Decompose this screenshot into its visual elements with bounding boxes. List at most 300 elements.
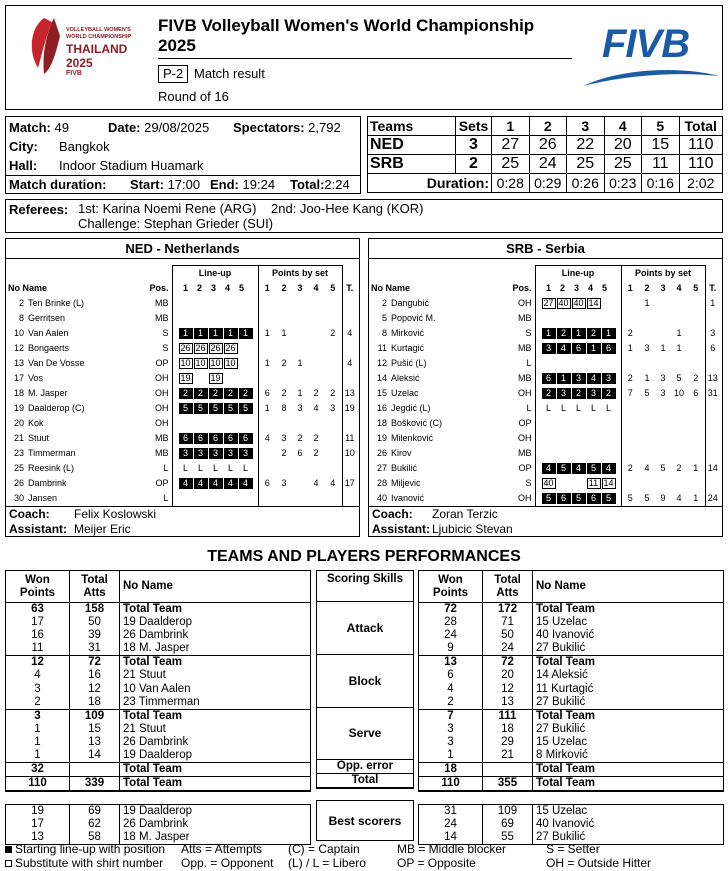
player-label: 26 Dambrink [120, 736, 311, 749]
lineup-cell: 26 [195, 342, 206, 353]
lineup-header: Line-up [535, 266, 621, 281]
won-points: 3 [6, 683, 70, 696]
player-label: 27 Bukilić [533, 723, 724, 736]
lineup-cell [602, 313, 616, 324]
points-cell [687, 416, 705, 431]
points-cell: 1 [297, 358, 303, 368]
total-atts: 158 [70, 603, 120, 617]
points-cell [687, 401, 705, 416]
score-hdr-set2: 2 [529, 117, 567, 136]
player-number: 25 [13, 463, 24, 473]
player-name: Timmerman [28, 448, 76, 458]
points-cell [687, 311, 705, 326]
col-lineup-set: 2 [196, 282, 202, 293]
lineup-cell [572, 478, 586, 489]
lineup-cell [587, 313, 601, 324]
lineup-cell: 4 [542, 463, 556, 474]
lineup-cell: 6 [239, 433, 253, 444]
lineup-cell [542, 448, 556, 459]
perf-row [6, 669, 311, 682]
lineup-cell: 27 [543, 297, 554, 308]
player-name: Bošković (C) [391, 418, 443, 428]
perf-row [6, 616, 311, 629]
total-atts: 72 [70, 656, 120, 670]
player-row [371, 446, 720, 461]
col-points-set: 1 [627, 283, 633, 293]
points-cell [258, 371, 276, 386]
player-label: 19 Daalderop [120, 749, 311, 763]
hdr-no-name: No Name [533, 571, 724, 603]
player-number: 27 [376, 463, 387, 473]
total-atts [70, 763, 120, 777]
player-label: 8 Mirković [533, 749, 724, 763]
points-cell: 1 [676, 328, 682, 338]
points-cell [655, 476, 671, 491]
score-sets: 3 [456, 136, 492, 155]
logo-line-1: VOLLEYBALL WOMEN'S [66, 27, 131, 33]
player-row [371, 356, 720, 371]
lineup-cell [239, 313, 253, 324]
lineup-cell [557, 433, 571, 444]
lineup-cell: 6 [194, 433, 208, 444]
col-pos: Pos. [512, 283, 532, 293]
points-cell: 8 [281, 403, 287, 413]
skill-serve: Serve [316, 708, 414, 761]
lineup-cell [557, 478, 571, 489]
total-atts: 29 [483, 736, 533, 749]
points-cell [308, 491, 324, 506]
points-cell [292, 341, 308, 356]
hdr-total-atts: Total Atts [483, 571, 533, 603]
legend-mb: MB = Middle blocker [397, 842, 507, 856]
legend-captain: (C) = Captain [288, 842, 360, 856]
lineup-cell: 19 [180, 372, 191, 383]
points-cell [308, 371, 324, 386]
player-label: 21 Stuut [120, 669, 311, 682]
player-name: M. Jasper [28, 388, 68, 398]
player-total: 4 [342, 326, 357, 341]
player-number: 26 [13, 478, 24, 488]
col-points-set: 5 [330, 283, 336, 293]
points-cell: 4 [644, 463, 650, 473]
player-label: 15 Uzelac [533, 805, 724, 819]
points-cell [324, 371, 342, 386]
lineup-cell [239, 493, 253, 504]
player-name: Kok [28, 418, 44, 428]
lineup-cell: 3 [587, 388, 601, 399]
skill-total: Total [316, 774, 414, 789]
points-cell [671, 416, 687, 431]
starting-square-icon [5, 846, 12, 853]
player-total: 24 [705, 491, 720, 506]
player-row [8, 386, 357, 401]
won-points: 1 [6, 749, 70, 763]
player-position: L [526, 403, 532, 413]
lineup-cell [587, 358, 601, 369]
player-number: 5 [381, 313, 387, 323]
player-name: Bukilić [391, 463, 418, 473]
title-rule [158, 58, 572, 59]
player-label: 40 Ivanović [533, 629, 724, 642]
total-atts: 15 [70, 723, 120, 736]
points-cell: 6 [693, 388, 699, 398]
col-points-set: 2 [644, 283, 650, 293]
points-cell [308, 311, 324, 326]
lineup-cell: 26 [210, 342, 221, 353]
player-label: 15 Uzelac [533, 736, 724, 749]
points-cell: 1 [627, 343, 633, 353]
lineup-cell: 14 [603, 477, 614, 488]
player-position: OH [155, 388, 169, 398]
player-number: 18 [376, 418, 387, 428]
points-cell: 3 [330, 403, 336, 413]
won-points: 4 [419, 683, 483, 696]
col-lineup-set: 3 [573, 282, 579, 293]
player-label: Total Team [533, 763, 724, 777]
lineup-cell: 2 [602, 388, 616, 399]
col-points-set: 3 [660, 283, 666, 293]
perf-row [419, 616, 724, 629]
player-label: 26 Dambrink [120, 818, 311, 831]
lineup-cell [602, 418, 616, 429]
points-cell [292, 326, 308, 341]
match-date: 29/08/2025 [144, 120, 210, 135]
points-cell [687, 476, 705, 491]
player-row [8, 401, 357, 416]
points-cell [639, 431, 655, 446]
lineup-cell: 1 [587, 343, 601, 354]
player-row [8, 296, 357, 311]
points-cell: 4 [264, 433, 270, 443]
player-number: 15 [376, 388, 387, 398]
report-type: Match result [194, 66, 265, 81]
lineup-cell [542, 358, 556, 369]
score-set: 27 [492, 136, 530, 155]
col-lineup-set: 5 [238, 282, 244, 293]
points-cell [258, 311, 276, 326]
lineup-cell [557, 418, 571, 429]
points-cell [276, 311, 292, 326]
best-scorer-row [419, 818, 724, 831]
player-row [371, 341, 720, 356]
player-label: 21 Stuut [120, 723, 311, 736]
lineup-cell: 10 [195, 357, 206, 368]
player-number: 2 [18, 298, 24, 308]
assistant-label: Assistant: [9, 522, 68, 536]
won-points: 18 [419, 763, 483, 777]
player-total: 1 [705, 296, 720, 311]
lineup-cell [239, 298, 253, 309]
col-points-set: 3 [297, 283, 303, 293]
won-points: 72 [419, 603, 483, 617]
points-cell [258, 341, 276, 356]
score-hdr-sets: Sets [456, 117, 492, 136]
player-total: 4 [342, 356, 357, 371]
lineup-cell: 2 [572, 388, 586, 399]
perf-row [6, 696, 311, 710]
points-cell [324, 416, 342, 431]
player-total: 13 [705, 371, 720, 386]
col-total: T. [342, 281, 357, 296]
lineup-cell: 1 [194, 328, 208, 339]
total-atts: 14 [70, 749, 120, 763]
total-atts: 50 [70, 616, 120, 629]
player-name: Ten Brinke (L) [28, 298, 85, 308]
team-panel-srb [368, 238, 723, 537]
total-atts: 172 [483, 603, 533, 617]
lineup-cell: L [197, 462, 203, 473]
won-points: 2 [6, 696, 70, 710]
points-cell: 3 [281, 478, 287, 488]
lineup-cell: 1 [557, 373, 571, 384]
score-hdr-set1: 1 [492, 117, 530, 136]
points-cell [292, 476, 308, 491]
total-atts: 55 [483, 831, 533, 845]
player-total [705, 446, 720, 461]
lineup-cell: 11 [587, 478, 601, 489]
legend-opp: Opp. = Opponent [181, 856, 274, 870]
lineup-cell: 26 [180, 342, 191, 353]
player-name: Miljevic [391, 478, 421, 488]
score-set: 24 [529, 155, 567, 174]
points-cell: 1 [264, 403, 270, 413]
player-label: 11 Kurtagić [533, 683, 724, 696]
player-number: 14 [376, 373, 387, 383]
total-atts: 111 [483, 709, 533, 723]
points-cell: 2 [330, 328, 336, 338]
player-position: S [525, 328, 532, 338]
points-cell: 6 [297, 448, 303, 458]
points-cell: 5 [660, 463, 666, 473]
lineup-cell: L [242, 462, 248, 473]
lineup-cell [557, 313, 571, 324]
col-points-set: 5 [693, 283, 699, 293]
lineup-cell: 40 [558, 297, 569, 308]
player-label: Total Team [533, 777, 724, 792]
won-points: 28 [419, 616, 483, 629]
points-cell: 2 [627, 328, 633, 338]
total-atts: 12 [483, 683, 533, 696]
lineup-table [371, 265, 720, 506]
lineup-cell [587, 418, 601, 429]
player-position: L [163, 463, 169, 473]
points-header: Points by set [258, 266, 342, 281]
perf-row [6, 683, 311, 696]
legend-substitute: Substitute with shirt number [15, 856, 164, 870]
lineup-cell: 5 [224, 403, 238, 414]
perf-row [6, 603, 311, 617]
player-position: OH [155, 403, 169, 413]
lineup-cell: 5 [587, 463, 601, 474]
perf-row [419, 709, 724, 723]
player-total: 14 [705, 461, 720, 476]
points-cell [258, 491, 276, 506]
legend-libero: (L) / L = Libero [288, 856, 366, 870]
perf-row [6, 749, 311, 763]
player-label: Total Team [120, 777, 311, 792]
lineup-cell: 4 [602, 463, 616, 474]
player-total [342, 311, 357, 326]
lineup-cell [557, 448, 571, 459]
col-lineup-set: 3 [210, 282, 216, 293]
col-lineup-set: 1 [182, 282, 188, 293]
player-label: Total Team [533, 709, 724, 723]
lineup-cell: 6 [542, 373, 556, 384]
duration-total: 2:02 [679, 174, 723, 193]
points-cell [671, 446, 687, 461]
perf-row [419, 669, 724, 682]
score-hdr-set3: 3 [567, 117, 605, 136]
date-label: Date: [108, 120, 141, 135]
lineup-cell: 2 [179, 388, 193, 399]
points-cell: 2 [297, 433, 303, 443]
legend-op: OP = Opposite [397, 856, 476, 870]
player-position: OH [518, 298, 532, 308]
perf-row [419, 642, 724, 656]
skill-best-scorers: Best scorers [316, 800, 414, 841]
points-cell [258, 296, 276, 311]
player-name: Popović M. [391, 313, 436, 323]
player-number: 19 [376, 433, 387, 443]
player-number: 40 [376, 493, 387, 503]
lineup-cell: 3 [224, 448, 238, 459]
points-cell [324, 461, 342, 476]
player-label: Total Team [120, 656, 311, 670]
player-label: 18 M. Jasper [120, 642, 311, 656]
total-atts: 13 [483, 696, 533, 710]
won-points: 13 [6, 831, 70, 845]
lineup-cell: L [590, 402, 596, 413]
team-panel-ned [5, 238, 360, 537]
col-no-name: No Name [371, 283, 411, 293]
player-row [371, 476, 720, 491]
hdr-total-atts: Total Atts [70, 571, 120, 603]
player-name: Gerritsen [28, 313, 66, 323]
col-points-set: 1 [264, 283, 270, 293]
referees-box [5, 199, 723, 233]
lineup-cell: L [182, 462, 188, 473]
lineup-cell: L [212, 462, 218, 473]
points-cell: 5 [627, 493, 633, 503]
points-cell: 5 [676, 373, 682, 383]
scoring-skills-column [316, 570, 414, 841]
points-cell: 9 [660, 493, 666, 503]
perf-row [6, 642, 311, 656]
player-position: MB [518, 373, 532, 383]
lineup-cell: 3 [557, 388, 571, 399]
player-row [8, 311, 357, 326]
lineup-cell: 3 [179, 448, 193, 459]
player-name: Reesink (L) [28, 463, 75, 473]
player-name: Aleksić [391, 373, 420, 383]
points-cell: 3 [297, 403, 303, 413]
total-atts: 71 [483, 616, 533, 629]
total-atts: 20 [483, 669, 533, 682]
lineup-header: Line-up [172, 266, 258, 281]
player-position: OP [518, 463, 532, 473]
points-cell: 1 [281, 328, 287, 338]
lineup-cell: 19 [210, 372, 221, 383]
points-cell [324, 311, 342, 326]
points-cell [324, 341, 342, 356]
player-position: OH [518, 433, 532, 443]
perf-row [419, 683, 724, 696]
points-cell: 1 [693, 493, 699, 503]
lineup-cell [179, 493, 193, 504]
points-cell [671, 296, 687, 311]
best-scorer-row [6, 818, 311, 831]
legend-atts: Atts = Attempts [181, 842, 263, 856]
skill-block: Block [316, 655, 414, 708]
points-cell: 1 [644, 373, 650, 383]
player-total [705, 431, 720, 446]
lineup-cell [239, 418, 253, 429]
lineup-cell: 2 [557, 328, 571, 339]
player-row [8, 461, 357, 476]
points-cell [276, 371, 292, 386]
start-label: Start: [130, 177, 164, 192]
player-label: 18 M. Jasper [120, 831, 311, 845]
match-label: Match: [9, 120, 51, 135]
points-cell [621, 416, 639, 431]
points-cell [687, 356, 705, 371]
player-label: 15 Uzelac [533, 616, 724, 629]
won-points: 16 [6, 629, 70, 642]
challenge-referee: Challenge: Stephan Grieder (SUI) [78, 216, 274, 231]
player-total [342, 371, 357, 386]
lineup-cell [194, 298, 208, 309]
points-cell: 2 [676, 463, 682, 473]
lineup-cell: 1 [542, 328, 556, 339]
points-cell: 4 [330, 478, 336, 488]
lineup-cell: 3 [209, 448, 223, 459]
lineup-cell: 1 [224, 328, 238, 339]
perf-row [419, 749, 724, 763]
points-cell [258, 446, 276, 461]
lineup-cell: 4 [224, 478, 238, 489]
skill-attack: Attack [316, 602, 414, 655]
won-points: 31 [419, 805, 483, 819]
player-name: Daalderop (C) [28, 403, 85, 413]
best-scorer-row [419, 805, 724, 819]
coach-rule [369, 506, 722, 507]
total-atts: 69 [483, 818, 533, 831]
player-name: Uzelac [391, 388, 419, 398]
total-atts: 50 [483, 629, 533, 642]
team-panel-title: NED - Netherlands [6, 239, 359, 259]
won-points: 24 [419, 818, 483, 831]
points-cell [324, 491, 342, 506]
hdr-won-points: Won Points [419, 571, 483, 603]
points-cell [671, 476, 687, 491]
perf-table-ned [5, 570, 311, 845]
player-label: Total Team [120, 763, 311, 777]
lineup-cell: 6 [179, 433, 193, 444]
total-atts: 13 [70, 736, 120, 749]
player-name: Van Aalen [28, 328, 69, 338]
points-cell [639, 416, 655, 431]
player-label: 40 Ivanović [533, 818, 724, 831]
score-team: NED [368, 136, 456, 155]
lineup-cell: 6 [209, 433, 223, 444]
player-row [371, 491, 720, 506]
points-cell [308, 356, 324, 371]
duration-label: Duration: [368, 174, 492, 193]
substitute-square-icon [5, 860, 12, 867]
lineup-cell [572, 358, 586, 369]
player-number: 10 [13, 328, 24, 338]
player-row [8, 356, 357, 371]
